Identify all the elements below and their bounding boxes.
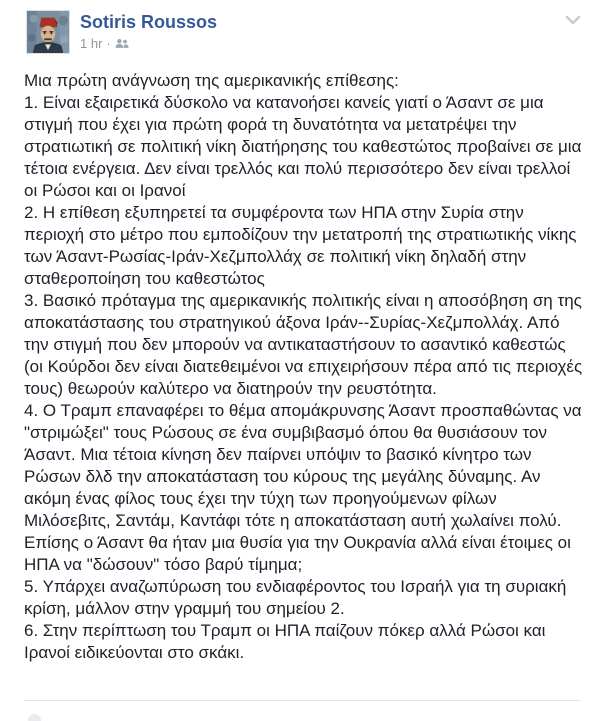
dot-separator: · [106, 36, 111, 51]
friends-icon [115, 38, 129, 49]
chevron-down-icon[interactable] [565, 12, 585, 28]
post-header-meta [80, 10, 217, 51]
like-action-icon-partial[interactable] [28, 714, 41, 721]
post-header [26, 10, 585, 56]
post-paragraph: 4. Ο Τραμπ επαναφέρει το θέμα απομάκρυνσης Άσαντ προσπαθώντας να "στριμώξει" τους Ρώσους σε ένα συμβιβασμό όπου θα θυσιάσουν τον Άσαντ. Μια τέτοια κίνηση δεν παίρνει υπόψιν το βασικό κίνητρο των Ρώσων δλδ την αποκατάσταση του κύρους της μεγάλης δύναμης. Αν ακόμη ένας φίλος τους έχει την τύχη των προηγούμενων φίλων Μιλόσεβιτς, Σαντάμ, Καντάφι τότε η αποκατάσταση αυτή χωλαίνει πολύ. Επίσης ο Άσαντ θα ήταν μια θυσία για την Ουκρανία αλλά είναι έτοιμες οι ΗΠΑ να "δώσουν" τόσο βαρύ τίμημα; [24, 401, 587, 574]
post-paragraph: Μια πρώτη ανάγνωση της αμερικανικής επίθεσης: [24, 71, 399, 90]
post-paragraph: 3. Βασικό πρόταγμα της αμερικανικής πολιτικής είναι η αποσόβηση ση της αποκατάστασης του στρατηγικού άξονα Ιράν--Συρίας-Χεζμπολλάχ. Από την στιγμή που δεν μπορούν να αντικαταστήσουν το ασαντικό καθεστώς (οι Κούρδοι δεν είναι διατεθειμένοι να επιχειρήσουν πέρα από τις περιοχές τους) θεωρούν καλύτερο να διατηρούν την ρευστότητα. [24, 291, 587, 398]
post-paragraph: 6. Στην περίπτωση του Τραμπ οι ΗΠΑ παίζουν πόκερ αλλά Ρώσοι και Ιρανοί ειδικεύονται στο σκάκι. [24, 621, 551, 662]
post-sub-line [80, 36, 217, 51]
post-paragraph: 2. Η επίθεση εξυπηρετεί τα συμφέροντα των ΗΠΑ στην Συρία στην περιοχή στο μέτρο που εμποδίζουν την μετατροπή της στρατιωτικής νίκης των Άσαντ-Ρωσίας-Ιράν-Χεζμπολλάχ σε πολιτική νίκη δηλαδή στην σταθεροποίηση του καθεστώτος [24, 203, 582, 288]
timestamp[interactable]: 1 hr [80, 36, 103, 51]
avatar[interactable] [26, 10, 70, 54]
author-name[interactable]: Sotiris Roussos [80, 12, 218, 32]
post-paragraph: 1. Είναι εξαιρετικά δύσκολο να κατανοήσει κανείς γιατί ο Άσαντ σε μια στιγμή που έχει για πρώτη φορά τη δυνατότητα να μετατρέψει την στρατιωτική σε πολιτική νίκη διατήρησης του καθεστώτος προβαίνει σε μια τέτοια ενέργεια. Δεν είναι τρελλός και πολύ περισσότερο δεν είναι τρελλοί οι Ρώσοι και οι Ιρανοί [24, 93, 587, 200]
divider [24, 700, 581, 701]
post-text [24, 70, 587, 664]
avatar-portrait-image [27, 11, 69, 53]
post-paragraph: 5. Υπάρχει αναζωπύρωση του ενδιαφέροντος του Ισραήλ για τη συριακή κρίση, μάλλον στην γραμμή του σημείου 2. [24, 577, 572, 618]
